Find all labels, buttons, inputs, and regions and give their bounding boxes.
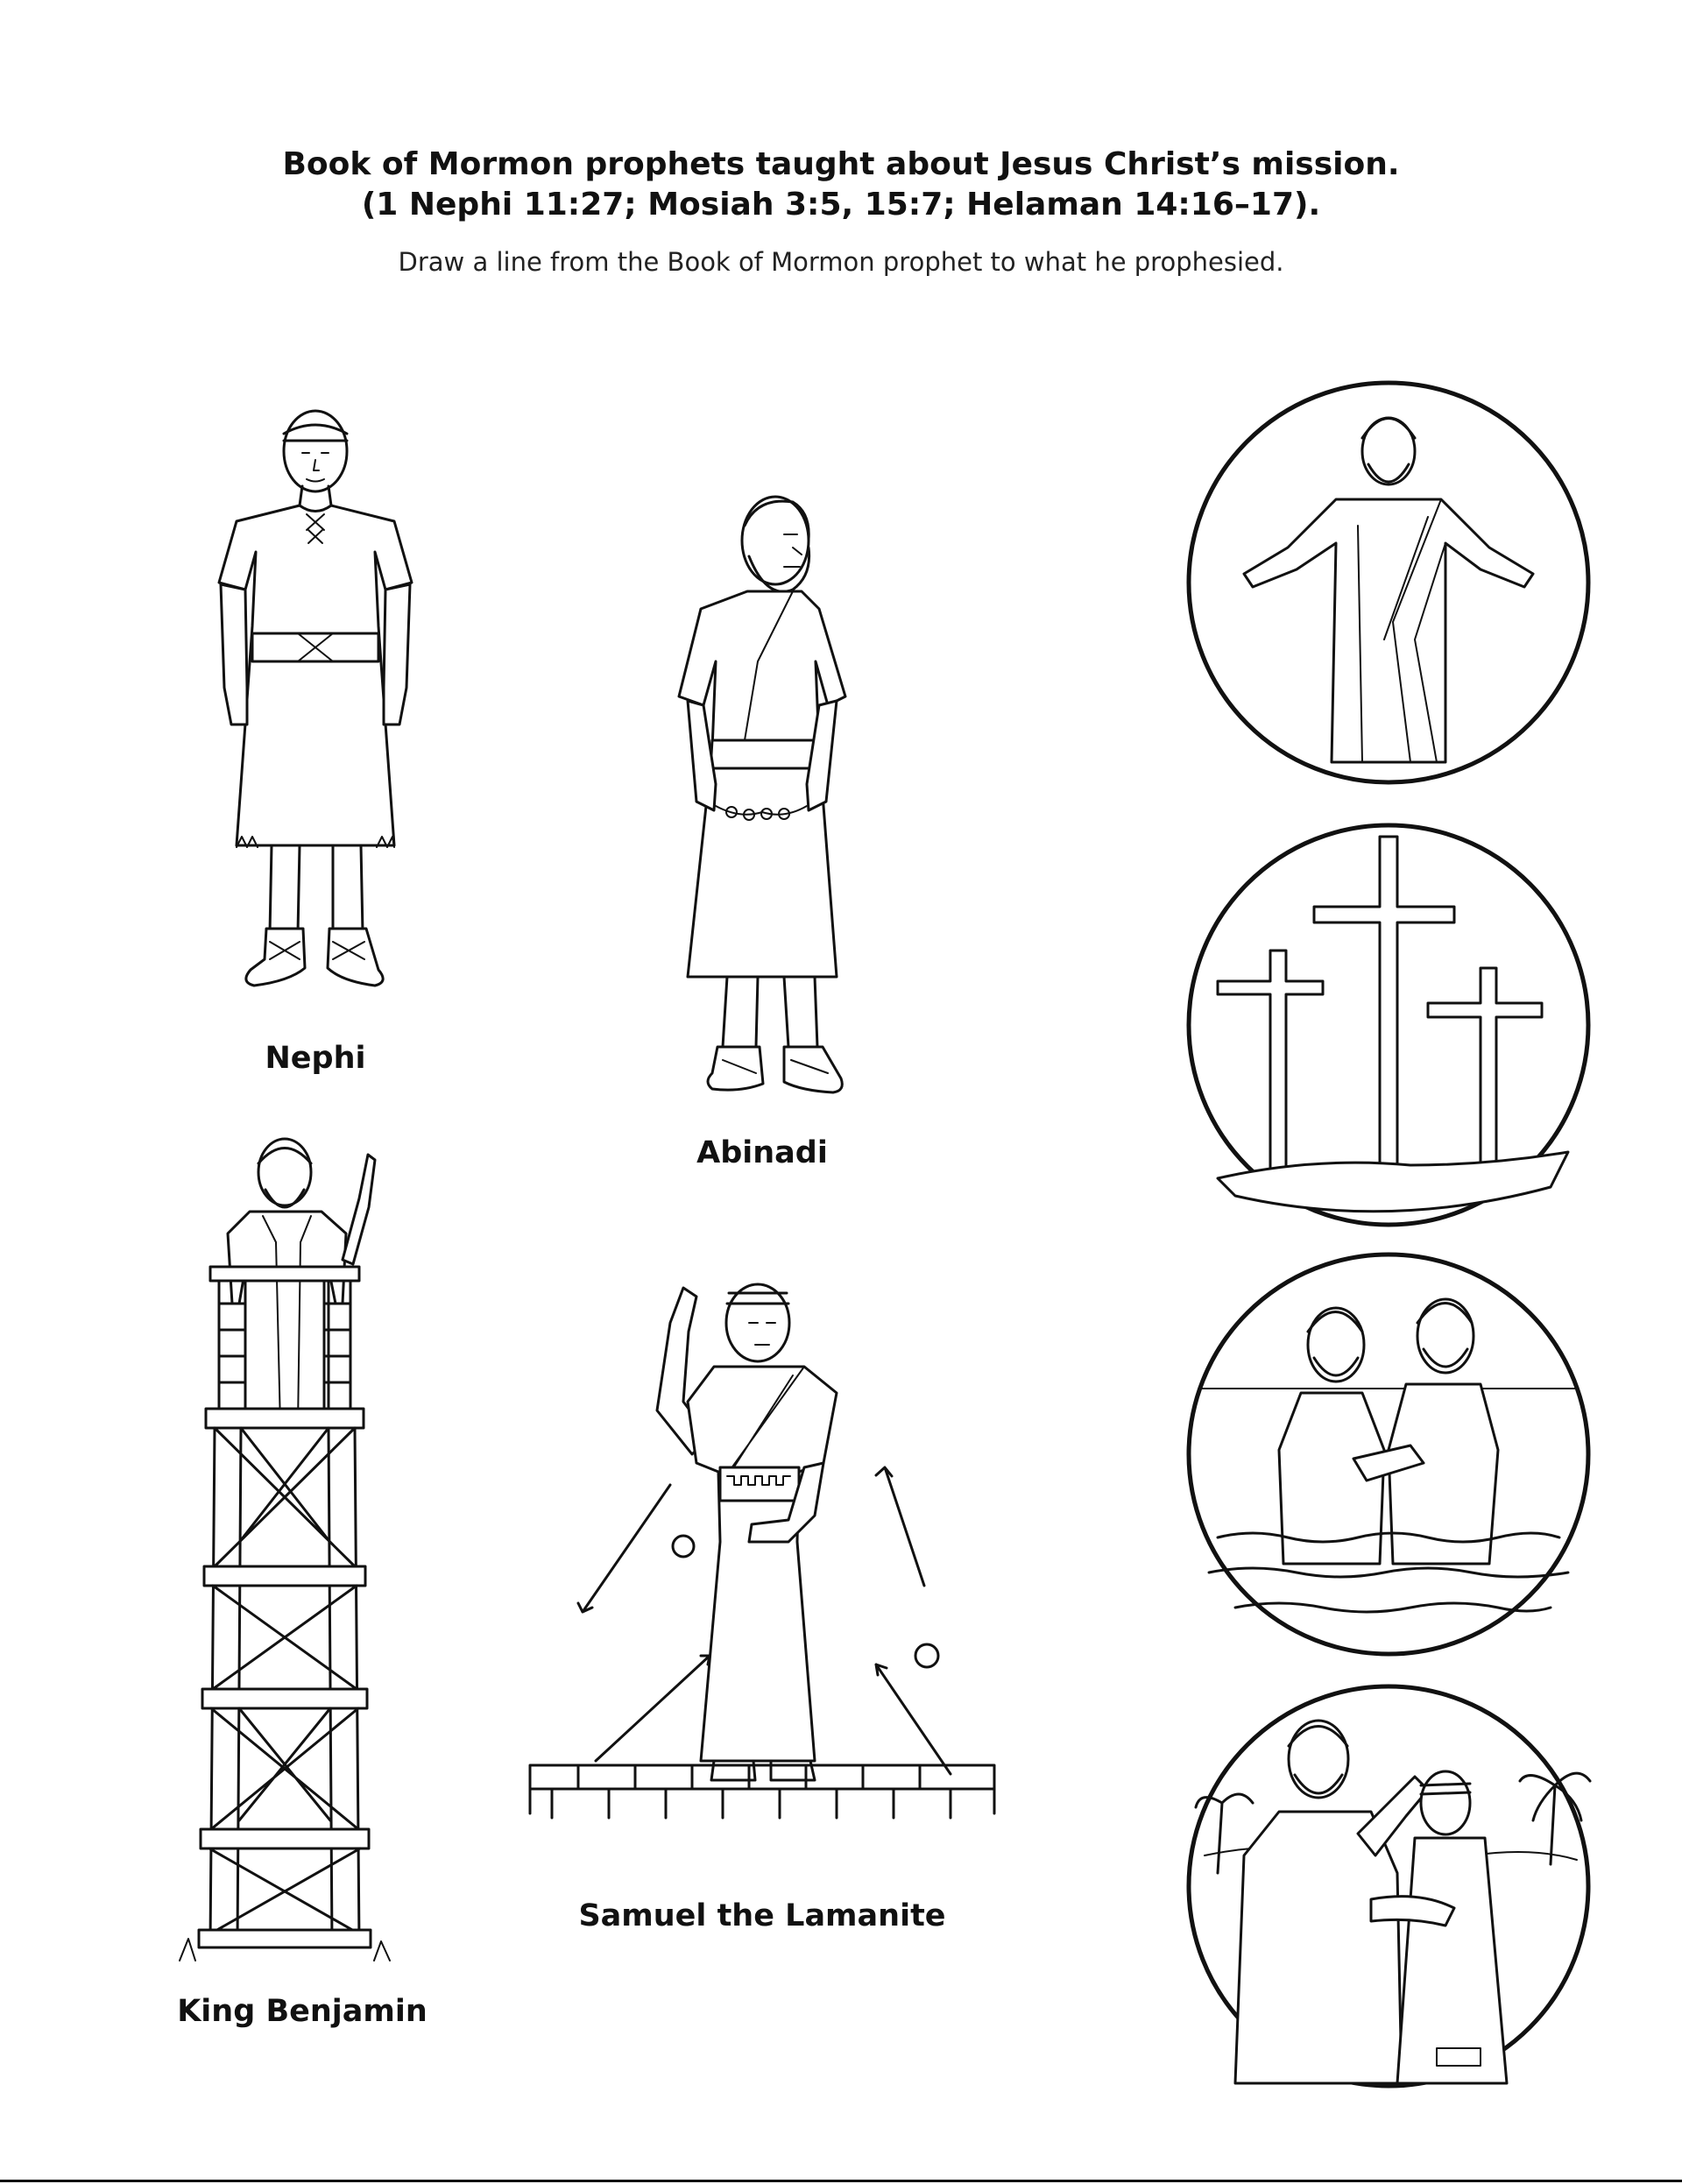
baptism-of-jesus-icon[interactable]	[1183, 1248, 1594, 1660]
worksheet-instructions: Draw a line from the Book of Mormon prophet to what he prophesied.	[398, 247, 1284, 277]
nephi-label: Nephi	[265, 1041, 366, 1076]
jesus-healing-icon[interactable]	[1183, 1680, 1594, 2092]
nephi-figure[interactable]	[201, 399, 429, 1012]
samuel-the-lamanite-label: Samuel the Lamanite	[578, 1898, 946, 1933]
page-bottom-rule	[0, 2180, 1682, 2182]
abinadi-label: Abinadi	[696, 1135, 828, 1170]
samuel-on-wall-figure[interactable]	[526, 1253, 999, 1831]
three-crosses-icon[interactable]	[1183, 819, 1594, 1231]
king-benjamin-tower-figure[interactable]	[171, 1128, 399, 1969]
worksheet-title-line-1: Book of Mormon prophets taught about Jesus Christ’s mission.	[282, 146, 1400, 182]
king-benjamin-label: King Benjamin	[177, 1994, 428, 2029]
risen-christ-icon[interactable]	[1183, 377, 1594, 788]
worksheet-title-line-2: (1 Nephi 11:27; Mosiah 3:5, 15:7; Helaman 14:16–17).	[361, 187, 1321, 223]
abinadi-figure[interactable]	[661, 486, 863, 1099]
